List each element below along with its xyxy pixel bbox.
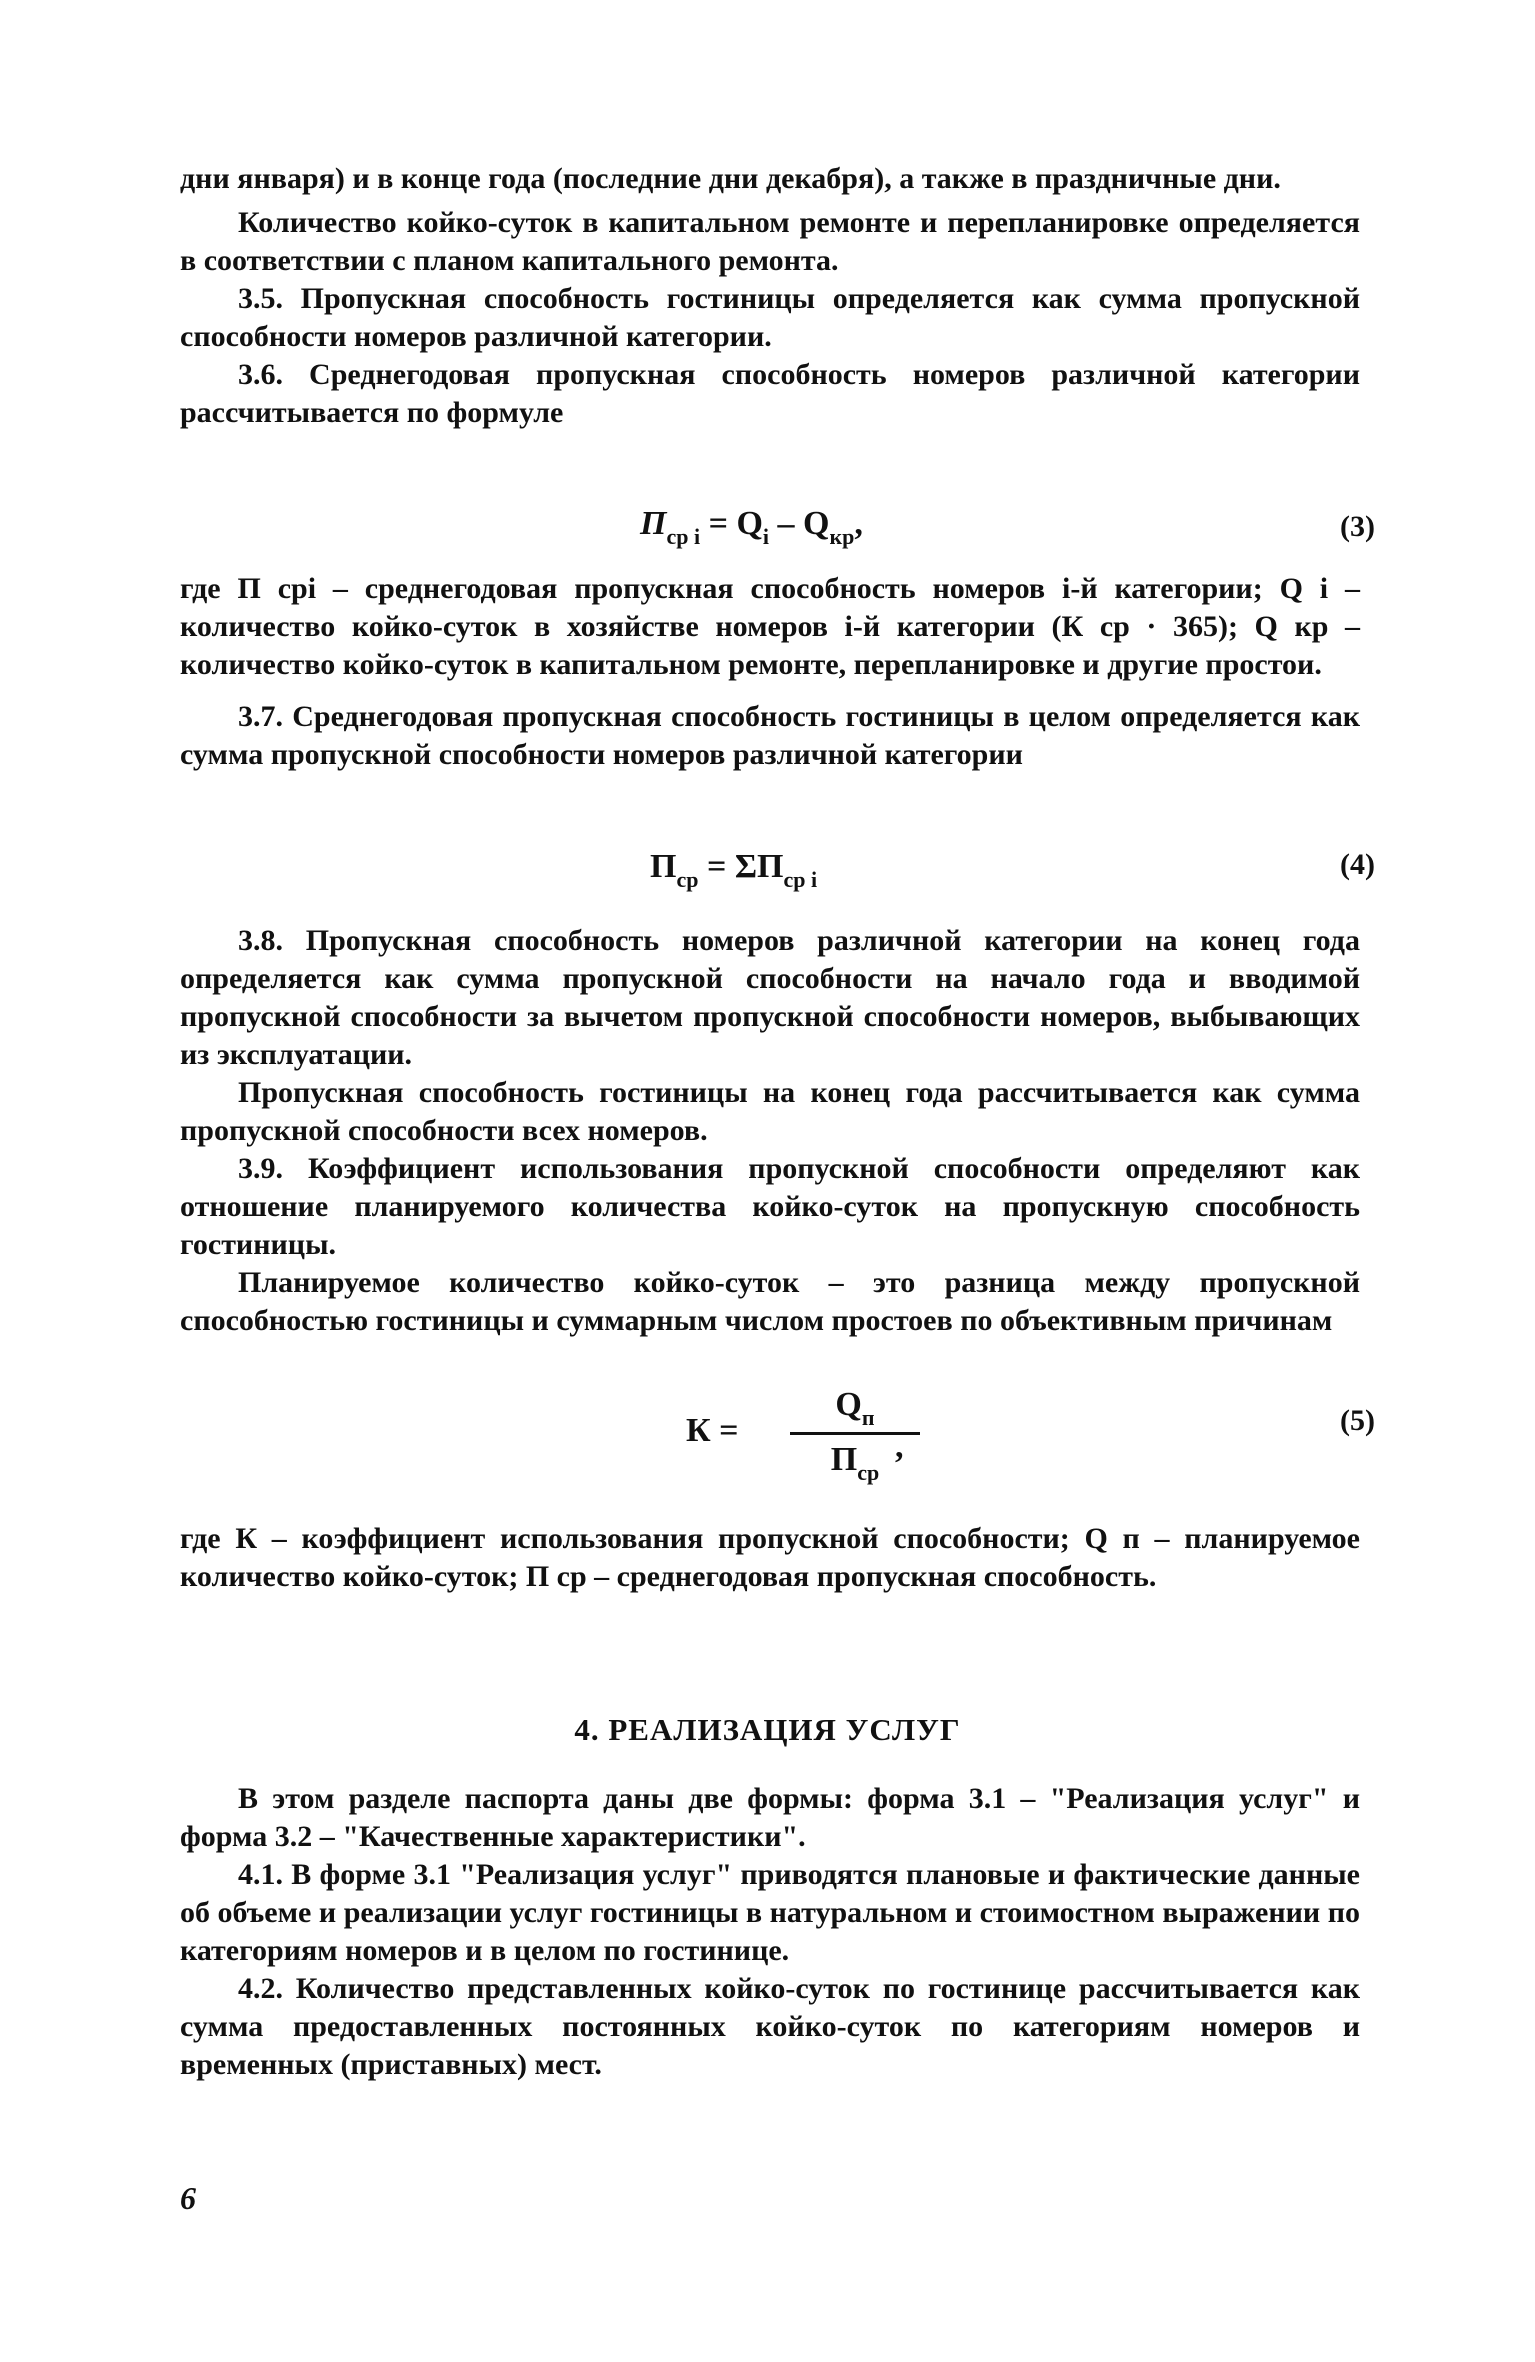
formula-subscript: ср i [666, 524, 701, 549]
formula-5-lhs: К = [686, 1412, 739, 1449]
formula-number: (5) [1340, 1404, 1375, 1437]
paragraph: 3.5. Пропускная способность гостиницы определяется как сумма пропускной способности номеров различной категории. [180, 282, 1360, 353]
paragraph: 3.9. Коэффициент использования пропускной способности определяют как отношение планируемого количества койко-суток на пропускную способность гостиницы. [180, 1152, 1360, 1261]
section-heading: 4. РЕАЛИЗАЦИЯ УСЛУГ [574, 1712, 961, 1747]
formula-symbol: – Q [769, 505, 830, 542]
paragraph: 3.6. Среднегодовая пропускная способность номеров различной категории рассчитывается по формуле [180, 358, 1360, 429]
formula-number: (3) [1340, 510, 1375, 543]
formula-symbol: = Q [708, 505, 763, 542]
paragraph: В этом разделе паспорта даны две формы: форма 3.1 – "Реализация услуг" и форма 3.2 – "Качественные характеристики". [180, 1782, 1360, 1853]
paragraph: 3.8. Пропускная способность номеров различной категории на конец года определяется как сумма пропускной способности на начало года и вводимой пропускной способности за вычетом пропускной способности номеров, выбывающих из эксплуатации. [180, 924, 1360, 1071]
text-block-top [180, 160, 1360, 432]
formula-subscript: ср [676, 867, 699, 892]
paragraph: Количество койко-суток в капитальном ремонте и перепланировке определяется в соответствии с планом капитального ремонта. [180, 206, 1360, 277]
formula-subscript: ср i [783, 867, 818, 892]
formula-subscript: п [861, 1405, 875, 1430]
formula-symbol: П [640, 505, 667, 542]
paragraph: где К – коэффициент использования пропускной способности; Q п – планируемое количество койко-суток; П ср – среднегодовая пропускная способность. [180, 1522, 1360, 1593]
formula-subscript: кр [829, 524, 855, 549]
paragraph: Планируемое количество койко-суток – это разница между пропускной способностью гостиницы и суммарным числом простоев по объективным причинам [180, 1266, 1360, 1337]
text-block-definitions-5 [180, 1520, 1360, 1596]
formula-symbol: , [854, 505, 863, 542]
text-block-definitions-3 [180, 570, 1360, 774]
formula-subscript: i [762, 524, 770, 549]
paragraph: Пропускная способность гостиницы на конец года рассчитывается как сумма пропускной способности всех номеров. [180, 1076, 1360, 1147]
formula-4 [650, 848, 818, 892]
paragraph: 4.1. В форме 3.1 "Реализация услуг" приводятся плановые и фактические данные об объеме и реализации услуг гостиницы в натуральном и стоимостном выражении по категориям номеров и в целом по гостинице. [180, 1858, 1360, 1967]
paragraph: 3.7. Среднегодовая пропускная способность гостиницы в целом определяется как сумма пропускной способности номеров различной категории [180, 700, 1360, 771]
fraction-numerator [790, 1386, 920, 1430]
formula-symbol: П [650, 848, 677, 885]
text-block-bottom [180, 1780, 1360, 2084]
formula-5-tail: , [895, 1428, 904, 1465]
formula-subscript: ср [857, 1460, 880, 1485]
paragraph: 4.2. Количество представленных койко-суток по гостинице рассчитывается как сумма предоставленных постоянных койко-суток по категориям номеров и временных (приставных) мест. [180, 1972, 1360, 2081]
paragraph: где П срi – среднегодовая пропускная способность номеров i-й категории; Q i – количество койко-суток в хозяйстве номеров i-й категории (К ср · 365); Q кр – количество койко-суток в капитальном ремонте, перепланировке и другие простои. [180, 572, 1360, 681]
formula-symbol: Q [835, 1386, 862, 1423]
paragraph: дни января) и в конце года (последние дни декабря), а также в праздничные дни. [180, 162, 1281, 195]
formula-symbol: = ΣП [698, 848, 784, 885]
formula-3 [640, 505, 863, 549]
formula-symbol: П [830, 1441, 858, 1478]
text-block-middle [180, 922, 1360, 1340]
formula-number: (4) [1340, 848, 1375, 881]
page-number: 6 [180, 2180, 196, 2216]
